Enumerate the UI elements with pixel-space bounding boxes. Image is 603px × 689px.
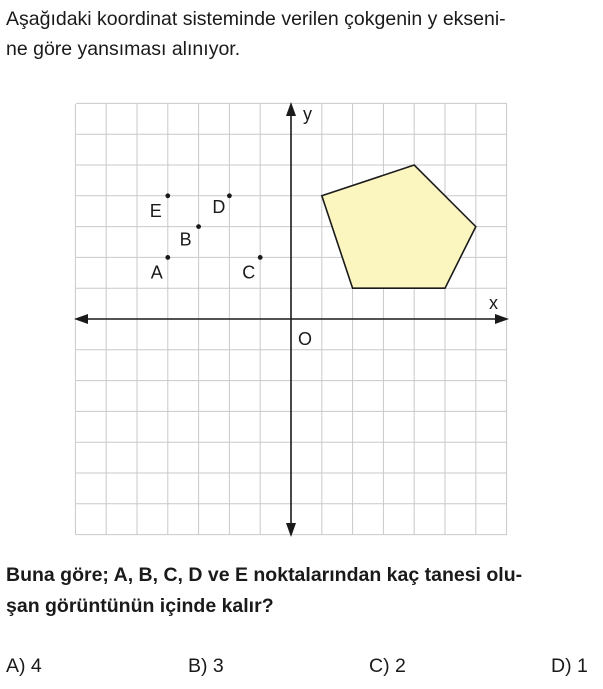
points [150,193,263,282]
option-b[interactable] [188,655,224,678]
x-axis-label: x [489,293,498,313]
origin-label: O [298,329,313,349]
option-a-value: 4 [30,655,42,677]
axes [74,102,509,537]
point-c-dot [258,255,263,260]
point-b-label: B [179,229,192,250]
y-axis-label: y [303,104,312,124]
intro-line-1: Aşağıdaki koordinat sisteminde verilen çokgenin y ekseni- [6,8,506,30]
option-c-value: 2 [395,655,406,677]
point-a-label: A [150,262,163,283]
option-d[interactable] [551,655,588,678]
point-b-dot [196,224,201,229]
point-d-label: D [212,196,226,217]
point-e-dot [165,193,170,198]
option-d-letter: D) [551,655,572,677]
answer-options [0,655,603,685]
intro-line-2: ne göre yansıması alınıyor. [6,38,241,60]
option-b-letter: B) [188,655,208,677]
x-axis-arrow-left [74,314,88,324]
prompt-line-2: şan görüntünün içinde kalır? [6,595,274,617]
option-a[interactable] [6,655,42,678]
coordinate-figure [0,95,603,540]
point-e-label: E [149,200,162,221]
question-intro [6,4,598,64]
option-a-letter: A) [6,655,26,677]
point-d-dot [227,193,232,198]
option-d-value: 1 [577,655,588,677]
pentagon [322,165,476,288]
question-prompt [6,560,598,622]
point-a-dot [165,255,170,260]
point-c-label: C [242,262,256,283]
prompt-line-1: Buna göre; A, B, C, D ve E noktalarından kaç tanesi olu- [6,564,523,586]
option-c-letter: C) [369,655,390,677]
y-axis-arrow-up [286,102,296,116]
option-b-value: 3 [212,655,224,677]
option-c[interactable] [369,655,406,678]
